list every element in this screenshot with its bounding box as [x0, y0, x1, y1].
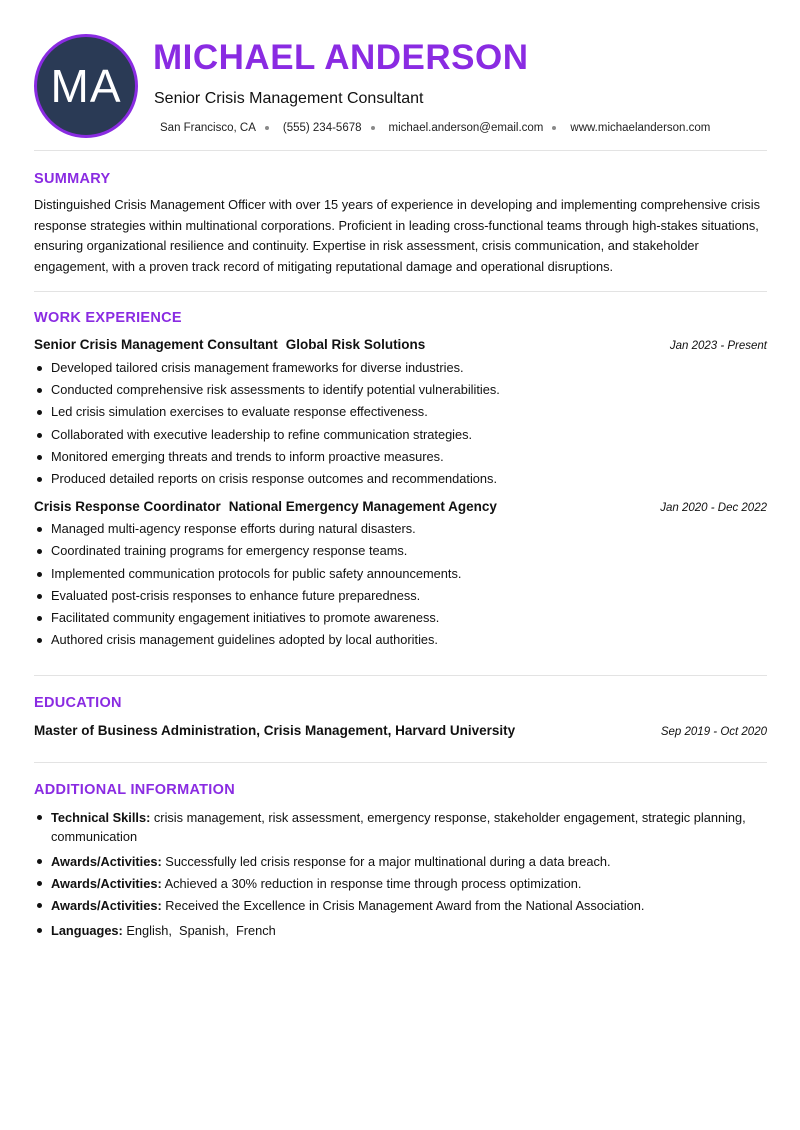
contact-website[interactable]: www.michaelanderson.com	[570, 122, 711, 134]
item-label: Awards/Activities:	[51, 854, 162, 870]
education-section	[34, 694, 767, 738]
summary-text: Distinguished Crisis Management Officer with over 15 years of experience in developing and implementing comprehensive crisis response strategies within multinational corporations. Proficient in leading cross-functional teams through high-stakes situations, ensuring organizational resilience and continuity. Expertise in risk assessment, crisis communication, and stakeholder engagement, with a proven track record of mitigating reputational damage and operational disruptions.	[34, 197, 760, 274]
item-label: Technical Skills:	[51, 810, 151, 826]
job-bullets	[34, 357, 767, 490]
job-bullets	[34, 518, 767, 651]
list-item: Facilitated community engagement initiatives to promote awareness.	[34, 607, 767, 629]
additional-section	[34, 781, 767, 940]
candidate-name: MICHAEL ANDERSON	[153, 38, 529, 77]
list-item: Conducted comprehensive risk assessments to identify potential vulnerabilities.	[34, 379, 767, 401]
resume-page	[34, 0, 767, 940]
experience-heading: WORK EXPERIENCE	[34, 310, 182, 326]
list-item: Led crisis simulation exercises to evaluate response effectiveness.	[34, 401, 767, 423]
education-entry	[34, 723, 767, 738]
item-label: Languages:	[51, 923, 123, 939]
list-item: Evaluated post-crisis responses to enhance future preparedness.	[34, 585, 767, 607]
list-item: Developed tailored crisis management frameworks for diverse industries.	[34, 357, 767, 379]
list-item: Monitored emerging threats and trends to inform proactive measures.	[34, 446, 767, 468]
list-item	[34, 921, 767, 940]
job-role: Senior Crisis Management Consultant	[34, 337, 278, 352]
item-label: Awards/Activities:	[51, 898, 162, 914]
item-text: English, Spanish, French	[126, 923, 276, 939]
additional-list	[34, 808, 767, 940]
section-divider	[34, 150, 767, 151]
list-item	[34, 874, 767, 893]
job-role: Crisis Response Coordinator	[34, 499, 221, 515]
job-title	[34, 499, 497, 514]
contact-row	[160, 120, 710, 136]
list-item: Coordinated training programs for emergency response teams.	[34, 540, 767, 562]
list-item	[34, 896, 767, 915]
section-divider	[34, 291, 767, 292]
item-text: Successfully led crisis response for a major multinational during a data breach.	[165, 854, 611, 870]
section-divider	[34, 762, 767, 763]
contact-email[interactable]: michael.anderson@email.com	[389, 120, 571, 136]
experience-section	[34, 309, 767, 651]
list-item	[34, 808, 767, 846]
list-item: Authored crisis management guidelines adopted by local authorities.	[34, 629, 767, 651]
education-heading: EDUCATION	[34, 695, 122, 712]
education-degree: Master of Business Administration, Crisis Management, Harvard University	[34, 723, 516, 739]
item-text: Received the Excellence in Crisis Management Award from the National Association.	[165, 898, 645, 914]
job-header	[34, 337, 767, 352]
separator-dot	[265, 126, 269, 130]
list-item: Managed multi-agency response efforts during natural disasters.	[34, 518, 767, 540]
job-entry	[34, 337, 767, 490]
education-dates: Sep 2019 - Oct 2020	[660, 726, 767, 739]
job-org: Global Risk Solutions	[285, 337, 426, 352]
item-text: Achieved a 30% reduction in response time through process optimization.	[164, 876, 582, 892]
summary-section	[34, 170, 767, 277]
list-item: Collaborated with executive leadership to refine communication strategies.	[34, 424, 767, 446]
list-item: Implemented communication protocols for public safety announcements.	[34, 563, 767, 585]
contact-location: San Francisco, CA	[160, 120, 283, 136]
job-entry	[34, 499, 767, 651]
job-dates: Jan 2023 - Present	[669, 340, 767, 352]
job-header	[34, 499, 767, 514]
summary-heading: SUMMARY	[34, 171, 111, 187]
contact-phone: (555) 234-5678	[283, 120, 389, 136]
separator-dot	[552, 126, 556, 130]
additional-heading: ADDITIONAL INFORMATION	[34, 782, 235, 799]
job-dates: Jan 2020 - Dec 2022	[660, 502, 767, 515]
avatar-initials: MA	[50, 60, 122, 112]
job-title	[34, 337, 425, 352]
list-item	[34, 852, 767, 871]
separator-dot	[371, 126, 375, 130]
list-item: Produced detailed reports on crisis response outcomes and recommendations.	[34, 468, 767, 490]
job-org: National Emergency Management Agency	[228, 499, 497, 515]
resume-header	[34, 0, 767, 150]
item-text: crisis management, risk assessment, emergency response, stakeholder engagement, strategic planning, communication	[51, 810, 746, 845]
avatar	[34, 34, 138, 138]
candidate-title: Senior Crisis Management Consultant	[154, 90, 424, 107]
item-label: Awards/Activities:	[51, 876, 162, 892]
section-divider	[34, 675, 767, 676]
